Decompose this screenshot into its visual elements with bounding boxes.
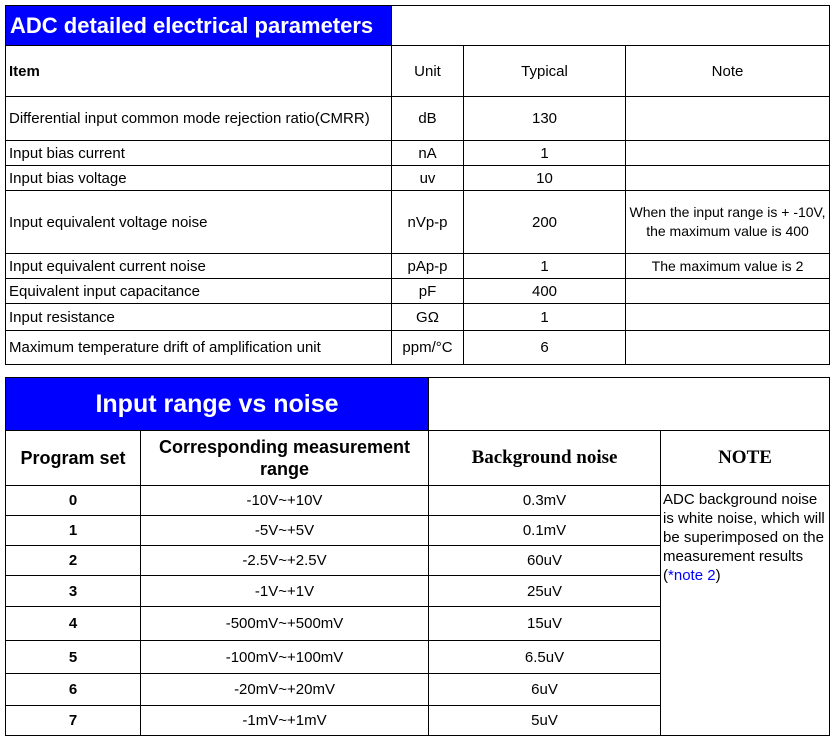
title-blank [392,6,830,46]
row-note [626,166,830,191]
range-value: -20mV~+20mV [141,674,429,706]
input-range-noise-table [5,377,830,736]
header-background-noise: Background noise [429,431,661,486]
row-item: Differential input common mode rejection ratio(CMRR) [6,97,392,141]
row-unit: nVp-p [392,191,464,254]
row-typical: 1 [464,304,626,331]
range-value: -5V~+5V [141,516,429,546]
program-set-value: 1 [6,516,141,546]
noise-value: 0.1mV [429,516,661,546]
note-text: ADC background noise is white noise, which will be superimposed on the measurement results ( [663,491,825,584]
note-2-link[interactable]: *note 2 [668,567,716,584]
header-program-set: Program set [6,431,141,486]
header-note: NOTE [661,431,830,486]
range-value: -1V~+1V [141,576,429,607]
header-note: Note [626,46,830,97]
range-value: -100mV~+100mV [141,641,429,674]
program-set-value: 5 [6,641,141,674]
row-note [626,97,830,141]
row-note [626,141,830,166]
row-typical: 1 [464,141,626,166]
table-row [6,97,830,141]
row-unit: pF [392,279,464,304]
program-set-value: 3 [6,576,141,607]
program-set-value: 0 [6,486,141,516]
range-value: -500mV~+500mV [141,607,429,641]
header-unit: Unit [392,46,464,97]
table-row [6,331,830,365]
row-unit: uv [392,166,464,191]
row-note [626,331,830,365]
range-value: -1mV~+1mV [141,706,429,736]
noise-value: 6uV [429,674,661,706]
program-set-value: 7 [6,706,141,736]
range-value: -10V~+10V [141,486,429,516]
table-row [6,254,830,279]
row-unit: nA [392,141,464,166]
row-item: Maximum temperature drift of amplification unit [6,331,392,365]
table-row [6,191,830,254]
noise-value: 15uV [429,607,661,641]
row-typical: 400 [464,279,626,304]
range-value: -2.5V~+2.5V [141,546,429,576]
row-item: Input resistance [6,304,392,331]
row-note: The maximum value is 2 [626,254,830,279]
table-row [6,279,830,304]
row-unit: ppm/°C [392,331,464,365]
program-set-value: 2 [6,546,141,576]
row-item: Input bias current [6,141,392,166]
row-item: Equivalent input capacitance [6,279,392,304]
header-item: Item [6,46,392,97]
noise-table-title: Input range vs noise [6,378,429,431]
row-item: Input bias voltage [6,166,392,191]
noise-value: 0.3mV [429,486,661,516]
row-typical: 10 [464,166,626,191]
adc-table-title: ADC detailed electrical parameters [6,6,392,46]
row-item: Input equivalent voltage noise [6,191,392,254]
noise-value: 5uV [429,706,661,736]
table-row [6,486,830,516]
noise-value: 25uV [429,576,661,607]
note-close: ) [715,567,721,584]
row-item: Input equivalent current noise [6,254,392,279]
program-set-value: 6 [6,674,141,706]
note-cell [661,486,830,736]
table-row [6,304,830,331]
program-set-value: 4 [6,607,141,641]
row-note [626,279,830,304]
row-typical: 200 [464,191,626,254]
header-measurement-range: Corresponding measurement range [141,431,429,486]
row-note: When the input range is + -10V, the maximum value is 400 [626,191,830,254]
noise-value: 60uV [429,546,661,576]
row-note [626,304,830,331]
title-blank [429,378,830,431]
table-row [6,166,830,191]
noise-value: 6.5uV [429,641,661,674]
row-typical: 6 [464,331,626,365]
header-typical: Typical [464,46,626,97]
row-typical: 1 [464,254,626,279]
row-unit: GΩ [392,304,464,331]
row-unit: pAp-p [392,254,464,279]
adc-parameters-table [5,5,830,365]
row-typical: 130 [464,97,626,141]
row-unit: dB [392,97,464,141]
table-row [6,141,830,166]
